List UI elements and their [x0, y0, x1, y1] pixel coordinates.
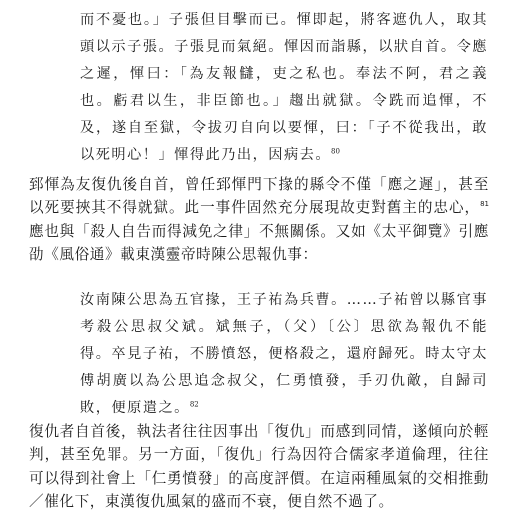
block-quote-chen-gongsi	[80, 287, 488, 422]
body-paragraph-2	[29, 420, 489, 513]
paragraph-text: 復仇者自首後，執法者往往因事出「復仇」而感到同情，遂傾向於輕判，甚至免罪。另一方面，「復仇」行為因符合儒家孝道倫理，往往可以得到社會上「仁勇憤發」的高度評價。在這兩種風氣的交相推動／催化下，東漢復仇風氣的盛而不衰，便自然不過了。	[29, 423, 489, 510]
footnote-marker[interactable]: 81	[480, 200, 489, 209]
footnote-marker[interactable]: 82	[189, 400, 199, 409]
body-paragraph-1	[29, 173, 489, 266]
quote-text: 汝南陳公思為五官掾，王子祐為兵曹。……子祐曾以縣官事考殺公思叔父斌。斌無子，（父）〔公〕思欲為報仇不能得。卒見子祐，不勝憤怒，便格殺之，還府歸死。時太守太傅胡廣以為公思追念叔父，仁勇憤發，手刃仇敵，自歸司敗，便原遣之。	[80, 292, 488, 416]
quote-text: 而不憂也。」子張但目擊而已。惲即起，將客遮仇人，取其頭以示子張。子張見而氣絕。惲因而詣縣，以狀自首。令應之遲，惲曰：「為友報讎，吏之私也。奉法不阿，君之義也。虧君以生，非臣節也。」趨出就獄。令跣而追惲，不及，遂自至獄，令拔刃自向以要惲，曰：「子不從我出，敢以死明心！」惲得此乃出，因病去。	[80, 12, 488, 163]
block-quote-zhi-yun	[80, 7, 488, 169]
paragraph-text: 郅惲為友復仇後自首，曾任郅惲門下掾的縣令不僅「應之遲」，甚至以死要挾其不得就獄。此一事件固然充分展現故吏對舊主的忠心，	[29, 176, 489, 217]
footnote-marker[interactable]: 80	[331, 147, 340, 156]
paragraph-text: 應也與「殺人自告而得減免之律」不無關係。又如《太平御覽》引應劭《風俗通》載東漢靈帝時陳公思報仇事：	[29, 222, 489, 263]
